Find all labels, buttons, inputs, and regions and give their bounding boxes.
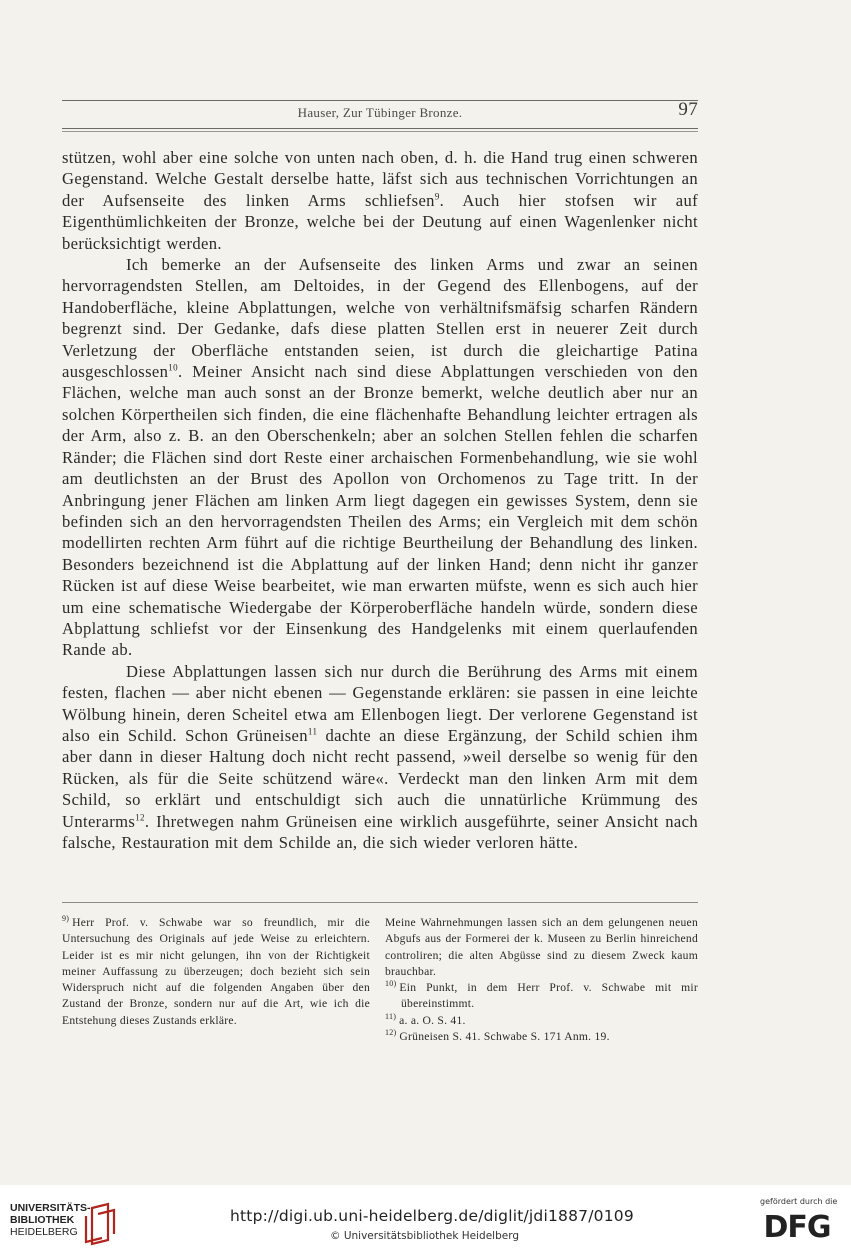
footnotes-left-column bbox=[62, 915, 370, 1029]
dfg-logo-icon[interactable] bbox=[755, 1210, 839, 1242]
footnote-mark: 10) bbox=[385, 979, 397, 989]
dfg-caption: gefördert durch die bbox=[760, 1197, 838, 1206]
library-name-line: BIBLIOTHEK bbox=[10, 1214, 75, 1226]
library-logo-icon bbox=[10, 1200, 130, 1246]
footnotes-right-column bbox=[385, 915, 698, 1045]
footnote-mark: 11) bbox=[385, 1011, 397, 1021]
paragraph-3 bbox=[62, 661, 698, 854]
text-run: stützen, wohl aber eine solche von unten nach oben, d. h. die Hand trug einen schweren Gegenstand. Welche Gestalt derselbe hatte, läfst sich aus technischen Vorrichtungen an der Aufsenseite des linken Arms schliefsen bbox=[62, 148, 698, 210]
footnote-11 bbox=[385, 1013, 698, 1029]
main-text bbox=[62, 147, 698, 853]
text-run: Diese Abplattungen lassen sich nur durch die Berührung des Arms mit einem festen, flachen — aber nicht ebenen — Gegenstande erklären: sie passen in eine leichte Wölbung hinein, deren Scheitel etwa am Ellenbogen liegt. Der verlorene Gegenstand ist also ein Schild. Schon Grüneisen bbox=[62, 661, 698, 745]
footnote-10 bbox=[385, 980, 698, 1013]
text-run: dachte an diese Ergänzung, der Schild schien ihm aber dann in dieser Haltung doch nicht recht passend, »weil derselbe so wenig für den Rücken, als für die Seite schützend wäre«. Verdeckt man den linken Arm mit dem Schild, so erklärt und entschuldigt sich auch die unnatürliche Krümmung des Unterarms bbox=[62, 725, 698, 831]
text-run: . Ihretwegen nahm Grüneisen eine wirklich ausgeführte, seiner Ansicht nach falsche, Restauration mit dem Schilde an, die sich wieder verloren hätte. bbox=[62, 811, 698, 852]
permalink[interactable]: http://digi.ub.uni-heidelberg.de/diglit/jdi1887/0109 bbox=[230, 1207, 634, 1225]
text-run: . Meiner Ansicht nach sind diese Abplattungen verschieden von den Flächen, welche man auch sonst an der Bronze bemerkt, welche deutlich aber nur an solchen Körpertheilen sich finden, die eine flächenhafte Behandlung leichter ertragen als der Arm, also z. B. an den Oberschenkeln; aber an solchen Stellen fehlen die scharfen Ränder; die Flächen sind dort Reste einer archaischen Formenbehandlung, wie sie wohl am deutlichsten an der Brust des Apollon von Orchomenos zu Tage tritt. In der Anbringung jener Flächen am linken Arm liegt dagegen ein gewisses System, denn sie befinden sich an den hervorragendsten Theilen des Arms; ein Vergleich mit dem schön modellirten rechten Arm führt auf die richtige Beurtheilung der Behandlung des linken. Besonders bezeichnend ist die Abplattung auf der linken Hand; denn nicht ihr ganzer Rücken ist auf diese Weise bearbeitet, wie man erwarten müfste, wenn es sich auch hier um eine schematische Wiedergabe der Körperoberfläche handeln würde, sondern diese Abplattung schliefst vor der Einsenkung des Handgelenks mit einem querlaufenden Rande ab. bbox=[62, 362, 698, 660]
footnote-ref-10[interactable]: 10 bbox=[168, 362, 178, 373]
footnote-ref-11[interactable]: 11 bbox=[307, 726, 318, 737]
footnote-9-continued: Meine Wahrnehmungen lassen sich an dem gelungenen neuen Abgufs aus der Formerei der k. Museen zu Berlin hinreichend controliren; die alten Abgüsse sind zu diesem Zweck kaum brauchbar. bbox=[385, 916, 698, 978]
paragraph-2 bbox=[62, 254, 698, 661]
text-run: . Auch hier stofsen wir auf Eigenthümlichkeiten der Bronze, welche bei der Deutung auf einen Wagenlenker nicht berücksichtigt werden. bbox=[62, 190, 699, 253]
running-title: Hauser, Zur Tübinger Bronze. bbox=[297, 105, 463, 120]
footnote-mark: 9) bbox=[62, 914, 70, 924]
copyright-notice: © Universitätsbibliothek Heidelberg bbox=[330, 1230, 520, 1242]
header-rule-bottom bbox=[62, 128, 698, 129]
footnote-text: Grüneisen S. 41. Schwabe S. 171 Anm. 19. bbox=[399, 1030, 610, 1044]
footnote-12 bbox=[385, 1029, 698, 1045]
text-run: Ich bemerke an der Aufsenseite des linken Arms und zwar an seinen hervorragendsten Stellen, am Deltoides, in der Gegend des Ellenbogens, auf der Handoberfläche, kleine Abplattungen, welche von verhältnifsmäfsig scharfen Rändern begrenzt sind. Der Gedanke, dafs diese platten Stellen erst in neuerer Zeit durch Verletzung der Oberfläche entstanden seien, ist durch die gleichartige Patina ausgeschlossen bbox=[62, 255, 698, 382]
header-rule-double bbox=[62, 131, 698, 132]
footnote-text: Herr Prof. v. Schwabe war so freundlich, mir die Untersuchung des Originals auf jede Weise zu erleichtern. Leider ist es mir nicht gelungen, ihn von der Richtigkeit meiner Auffassung zu überzeugen; doch bezieht sich sein Widerspruch nicht auf die folgenden Angaben über den Zustand der Bronze, sondern nur auf die Art, wie ich die Entstehung dieses Zustands erkläre. bbox=[62, 916, 370, 1027]
header-rule-top bbox=[62, 100, 698, 101]
footnote-text: a. a. O. S. 41. bbox=[399, 1013, 466, 1027]
running-head bbox=[62, 99, 698, 123]
footnote-mark: 12) bbox=[385, 1028, 397, 1038]
footnote-ref-12[interactable]: 12 bbox=[135, 812, 145, 823]
library-name-line: UNIVERSITÄTS- bbox=[10, 1202, 91, 1214]
footnote-text: Ein Punkt, in dem Herr Prof. v. Schwabe mit mir übereinstimmt. bbox=[399, 981, 698, 1011]
page-number: 97 bbox=[678, 99, 698, 120]
viewer-footer bbox=[0, 1185, 851, 1255]
dfg-logo-text: DFG bbox=[763, 1210, 831, 1242]
paragraph-1 bbox=[62, 147, 698, 254]
library-name-line: HEIDELBERG bbox=[10, 1226, 78, 1238]
footnote-separator bbox=[62, 902, 698, 903]
footnote-9 bbox=[62, 915, 370, 1029]
footnote-ref-9[interactable]: 9 bbox=[434, 191, 440, 202]
